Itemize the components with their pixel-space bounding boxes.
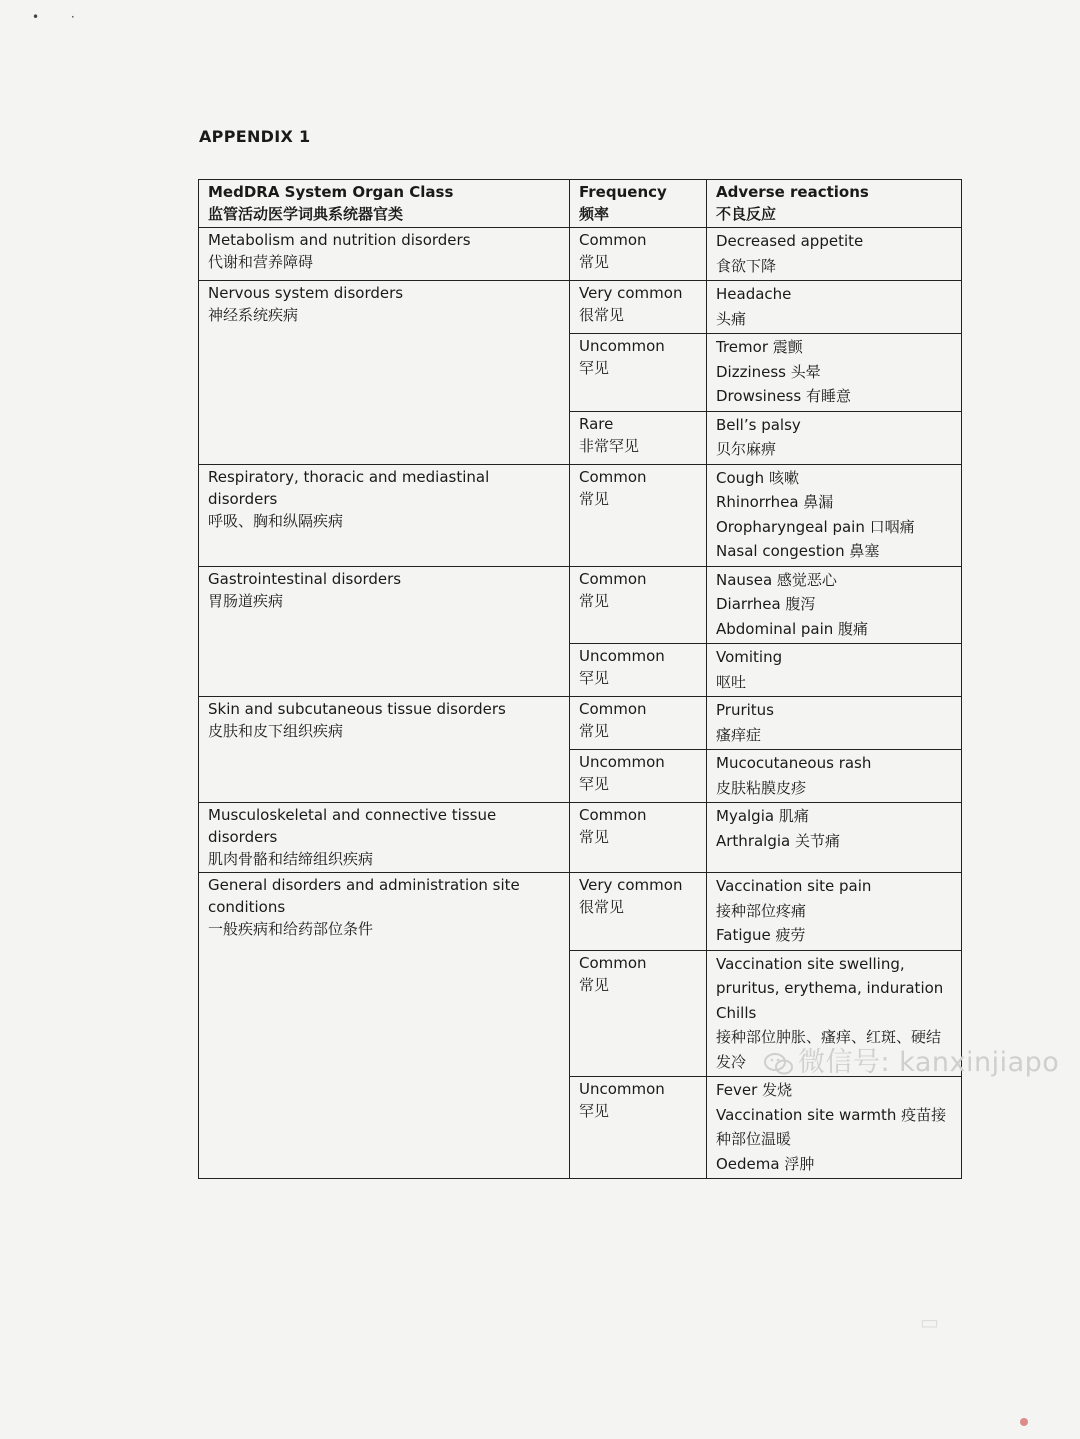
adverse-reactions-cell: [707, 334, 962, 412]
soc-text: Respiratory, thoracic and mediastinal disorders: [208, 467, 490, 508]
soc-cell: [199, 281, 570, 465]
frequency-text: 罕见: [579, 1102, 610, 1120]
table-row: [199, 566, 962, 644]
reaction-text: Abdominal pain 腹痛: [716, 619, 869, 638]
frequency-text: Very common: [579, 876, 683, 894]
reaction-text: Chills: [716, 1003, 757, 1022]
frequency-cell: [570, 228, 707, 281]
scan-specks: • ·: [32, 10, 89, 24]
table-header-row: [199, 180, 962, 228]
reaction-text: Oedema 浮肿: [716, 1154, 815, 1173]
reaction-text: Dizziness 头晕: [716, 362, 821, 381]
reaction-text: Fatigue 疲劳: [716, 926, 806, 944]
reaction-text: Cough 咳嗽: [716, 468, 799, 487]
frequency-text: Common: [579, 467, 647, 486]
frequency-cell: [570, 464, 707, 566]
reaction-text: 头痛: [716, 309, 747, 328]
soc-text: Musculoskeletal and connective tissue disorders: [208, 806, 497, 846]
frequency-text: Rare: [579, 414, 614, 433]
soc-text: 一般疾病和给药部位条件: [208, 920, 374, 938]
frequency-cell: [570, 566, 707, 644]
frequency-text: Very common: [579, 284, 683, 302]
soc-cell: [199, 464, 570, 566]
frequency-text: 常见: [579, 489, 610, 508]
frequency-cell: [570, 411, 707, 464]
frequency-text: 罕见: [579, 669, 610, 687]
frequency-text: 罕见: [579, 775, 610, 793]
soc-cell: [199, 873, 570, 1179]
header-soc: MedDRA System Organ Class 监管活动医学词典系统器官类: [199, 180, 570, 228]
soc-text: General disorders and administration site conditions: [208, 876, 520, 916]
adverse-reactions-cell: [707, 566, 962, 644]
reaction-text: Fever 发烧: [716, 1081, 793, 1099]
frequency-cell: [570, 697, 707, 750]
reaction-text: Headache: [716, 285, 792, 303]
header-adverse-reactions: Adverse reactions 不良反应: [707, 180, 962, 228]
reaction-text: Bell’s palsy: [716, 415, 801, 434]
frequency-cell: [570, 281, 707, 334]
soc-text: 神经系统疾病: [208, 306, 299, 324]
reaction-text: Nausea 感觉恶心: [716, 570, 837, 589]
reaction-text: Mucocutaneous rash: [716, 754, 872, 772]
reaction-text: Vaccination site swelling, pruritus, erythema, induration: [716, 954, 944, 997]
reaction-text: Vomiting: [716, 648, 783, 666]
soc-text: Skin and subcutaneous tissue disorders: [208, 700, 506, 718]
frequency-cell: [570, 750, 707, 803]
reaction-text: Arthralgia 关节痛: [716, 831, 840, 850]
frequency-text: Common: [579, 953, 647, 972]
soc-text: 肌肉骨骼和结缔组织疾病: [208, 850, 374, 868]
frequency-text: 很常见: [579, 306, 625, 324]
soc-text: Gastrointestinal disorders: [208, 569, 402, 588]
soc-text: 胃肠道疾病: [208, 591, 284, 610]
frequency-text: 常见: [579, 591, 610, 610]
adverse-reactions-cell: [707, 281, 962, 334]
reaction-text: 接种部位肿胀、瘙痒、红斑、硬结: [716, 1028, 942, 1046]
reaction-text: 接种部位疼痛: [716, 901, 807, 920]
frequency-cell: [570, 334, 707, 412]
soc-cell: [199, 803, 570, 873]
frequency-text: 罕见: [579, 359, 610, 377]
frequency-text: 非常罕见: [579, 436, 640, 455]
reaction-text: 皮肤粘膜皮疹: [716, 778, 807, 797]
reaction-text: Drowsiness 有睡意: [716, 387, 851, 405]
soc-cell: [199, 228, 570, 281]
reaction-text: Decreased appetite: [716, 232, 864, 250]
reaction-text: Oropharyngeal pain 口咽痛: [716, 517, 915, 536]
corner-mark: [1020, 1418, 1028, 1426]
frequency-cell: [570, 644, 707, 697]
frequency-text: Common: [579, 806, 647, 824]
frequency-text: 常见: [579, 253, 610, 271]
frequency-text: Uncommon: [579, 337, 665, 355]
reaction-text: 食欲下降: [716, 256, 777, 275]
wechat-icon: [764, 1052, 794, 1076]
table-row: [199, 803, 962, 873]
faint-logo-mark: ▭: [920, 1310, 939, 1334]
soc-text: 代谢和营养障碍: [208, 253, 314, 271]
frequency-text: 常见: [579, 722, 610, 740]
soc-cell: [199, 697, 570, 803]
frequency-text: 常见: [579, 975, 610, 994]
frequency-text: 常见: [579, 828, 610, 846]
appendix-heading: APPENDIX 1: [199, 127, 311, 146]
reaction-text: 发冷: [716, 1052, 747, 1071]
adverse-reactions-cell: [707, 1077, 962, 1179]
adverse-reactions-cell: [707, 411, 962, 464]
table-row: [199, 228, 962, 281]
frequency-text: Common: [579, 569, 647, 588]
reaction-text: Diarrhea 腹泻: [716, 595, 816, 613]
adverse-reactions-cell: [707, 873, 962, 951]
reaction-text: Vaccination site pain: [716, 877, 872, 895]
wechat-watermark: [764, 1040, 1059, 1079]
adverse-reactions-cell: [707, 750, 962, 803]
frequency-text: Uncommon: [579, 753, 665, 771]
frequency-text: 很常见: [579, 898, 625, 916]
reaction-text: Pruritus: [716, 701, 774, 719]
table-row: [199, 464, 962, 566]
soc-cell: [199, 566, 570, 697]
frequency-text: Common: [579, 231, 647, 249]
frequency-text: Common: [579, 700, 647, 718]
frequency-cell: [570, 803, 707, 873]
header-frequency: Frequency 频率: [570, 180, 707, 228]
table-body: [199, 228, 962, 1179]
table-row: [199, 873, 962, 951]
reaction-text: Nasal congestion 鼻塞: [716, 542, 880, 560]
soc-text: Nervous system disorders: [208, 284, 404, 302]
frequency-text: Uncommon: [579, 1080, 665, 1098]
frequency-cell: [570, 1077, 707, 1179]
adverse-reactions-table: [198, 179, 962, 1179]
reaction-text: Tremor 震颤: [716, 338, 803, 356]
watermark-text: 微信号: kanxinjiapo: [798, 1047, 1060, 1078]
frequency-cell: [570, 950, 707, 1077]
adverse-reactions-cell: [707, 464, 962, 566]
soc-text: Metabolism and nutrition disorders: [208, 231, 471, 249]
soc-text: 皮肤和皮下组织疾病: [208, 722, 344, 740]
reaction-text: Vaccination site warmth 疫苗接种部位温暖: [716, 1105, 947, 1148]
reaction-text: Rhinorrhea 鼻漏: [716, 493, 834, 511]
adverse-reactions-cell: [707, 697, 962, 750]
adverse-reactions-cell: [707, 644, 962, 697]
table-row: [199, 281, 962, 334]
adverse-reactions-cell: [707, 803, 962, 873]
table-row: [199, 697, 962, 750]
adverse-reactions-cell: [707, 228, 962, 281]
frequency-cell: [570, 873, 707, 951]
reaction-text: 贝尔麻痹: [716, 440, 777, 458]
reaction-text: 呕吐: [716, 672, 747, 691]
frequency-text: Uncommon: [579, 647, 665, 665]
reaction-text: Myalgia 肌痛: [716, 807, 809, 825]
soc-text: 呼吸、胸和纵隔疾病: [208, 511, 344, 530]
reaction-text: 瘙痒症: [716, 725, 762, 744]
